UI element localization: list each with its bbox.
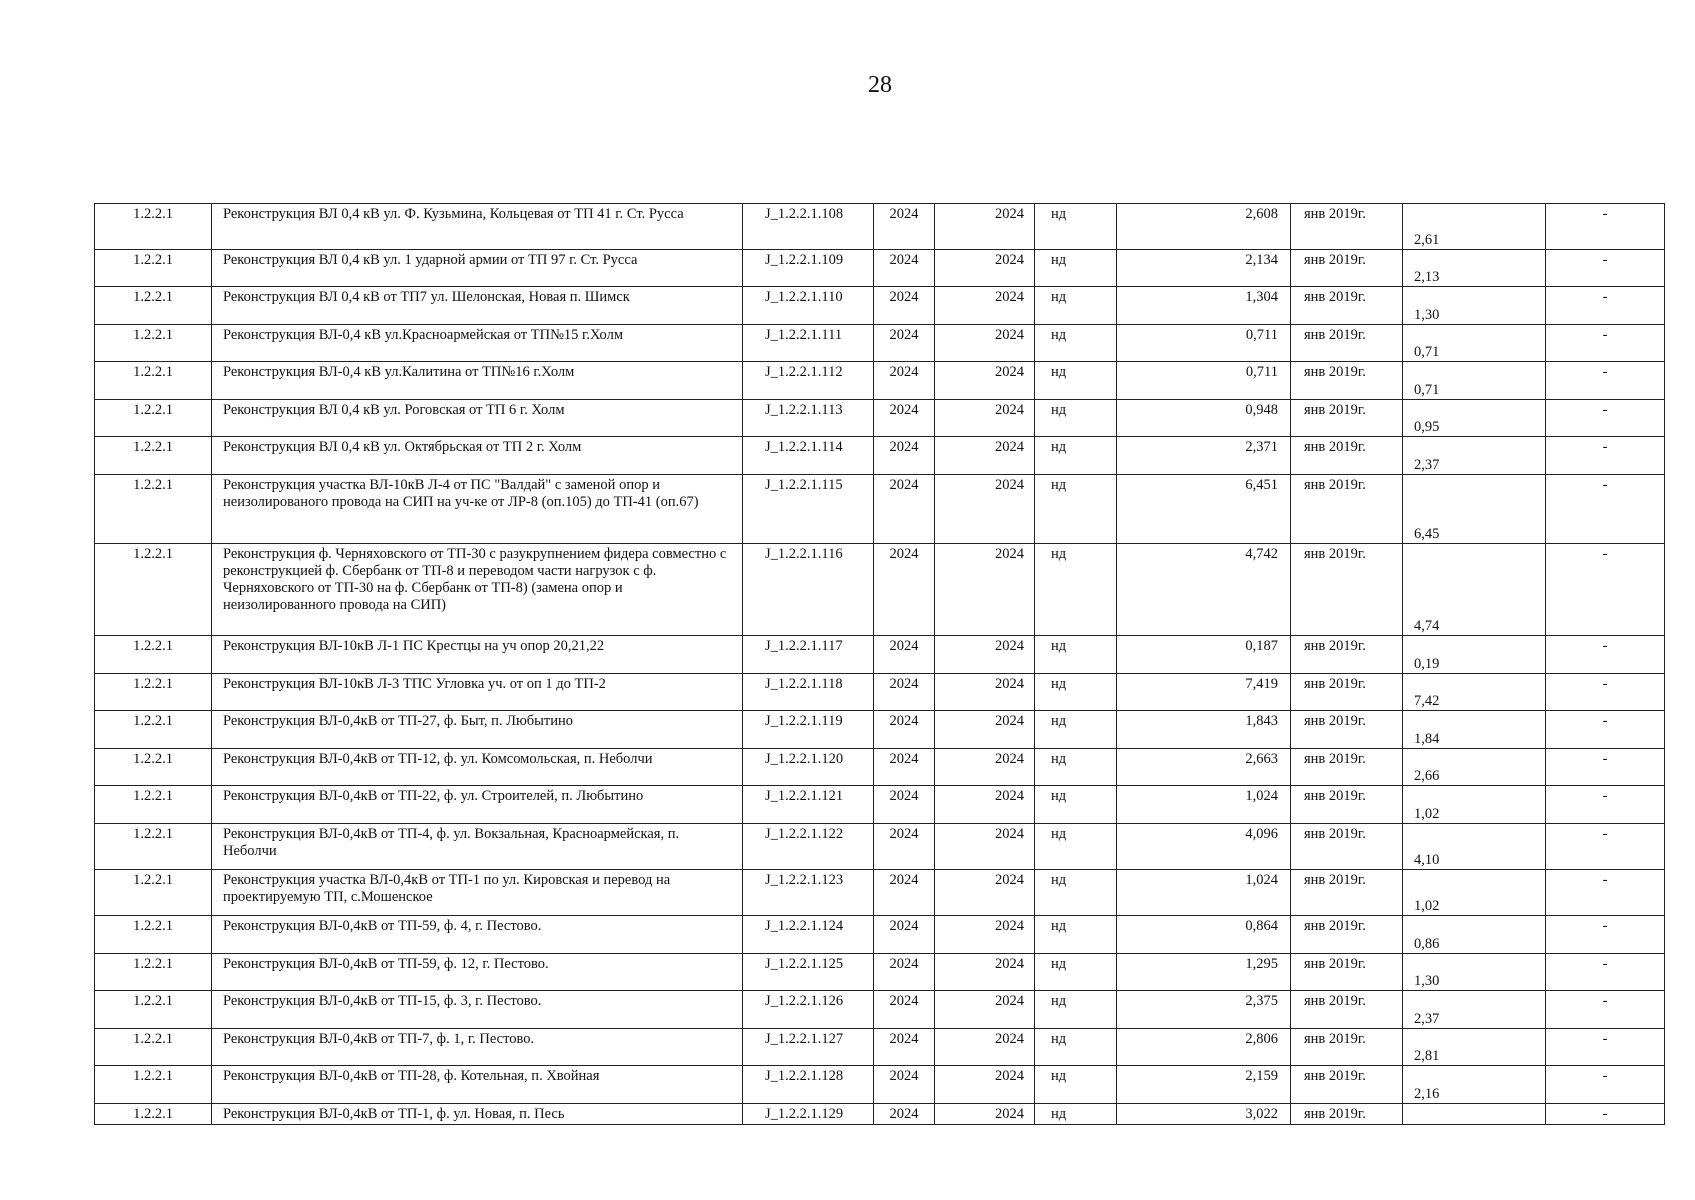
cell-cost: 1,02 [1403,870,1546,916]
cell-cost: 2,13 [1403,250,1546,287]
table-row [95,437,1665,475]
table-row [95,204,1665,250]
cell-start-year: 2024 [874,1104,935,1125]
cell-project-name: Реконструкция ВЛ-0,4кВ от ТП-1, ф. ул. Новая, п. Песь [212,1104,743,1125]
cell-start-year: 2024 [874,870,935,916]
cell-dash: - [1546,991,1665,1029]
cell-project-code: J_1.2.2.1.110 [743,287,874,325]
table-row [95,916,1665,954]
cell-row-number: 1.2.2.1 [95,204,212,250]
cell-project-name: Реконструкция ВЛ-10кВ Л-3 ТПС Угловка уч. от оп 1 до ТП-2 [212,674,743,711]
cell-project-name: Реконструкция участка ВЛ-0,4кВ от ТП-1 по ул. Кировская и перевод на проектируемую ТП, с.Мошенское [212,870,743,916]
cell-value: 2,371 [1117,437,1291,475]
cell-dash: - [1546,674,1665,711]
cell-row-number: 1.2.2.1 [95,475,212,544]
cell-start-year: 2024 [874,916,935,954]
cell-status: нд [1035,1104,1117,1125]
cell-project-code: J_1.2.2.1.113 [743,400,874,437]
cell-project-name: Реконструкция ВЛ 0,4 кВ ул. Роговская от ТП 6 г. Холм [212,400,743,437]
cell-row-number: 1.2.2.1 [95,325,212,362]
cell-cost: 6,45 [1403,475,1546,544]
cell-cost: 1,30 [1403,954,1546,991]
table-row [95,786,1665,824]
cell-end-year: 2024 [935,204,1035,250]
cell-dash: - [1546,870,1665,916]
cell-status: нд [1035,674,1117,711]
cell-price-date: янв 2019г. [1291,437,1403,475]
cell-project-name: Реконструкция ВЛ-0,4кВ от ТП-59, ф. 4, г. Пестово. [212,916,743,954]
cell-project-code: J_1.2.2.1.124 [743,916,874,954]
cell-row-number: 1.2.2.1 [95,250,212,287]
cell-project-code: J_1.2.2.1.120 [743,749,874,786]
cell-value: 1,843 [1117,711,1291,749]
cell-row-number: 1.2.2.1 [95,1104,212,1125]
cell-end-year: 2024 [935,674,1035,711]
table-row [95,400,1665,437]
cell-price-date: янв 2019г. [1291,870,1403,916]
cell-price-date: янв 2019г. [1291,824,1403,870]
cell-price-date: янв 2019г. [1291,325,1403,362]
cell-value: 0,187 [1117,636,1291,674]
table-row [95,1029,1665,1066]
table-row [95,991,1665,1029]
cell-value: 2,663 [1117,749,1291,786]
cell-project-code: J_1.2.2.1.122 [743,824,874,870]
cell-cost [1403,1104,1546,1125]
cell-project-name: Реконструкция ВЛ-0,4 кВ ул.Калитина от ТП№16 г.Холм [212,362,743,400]
cell-status: нд [1035,437,1117,475]
cell-value: 1,024 [1117,786,1291,824]
cell-start-year: 2024 [874,674,935,711]
cell-start-year: 2024 [874,204,935,250]
cell-start-year: 2024 [874,749,935,786]
cell-dash: - [1546,400,1665,437]
cell-dash: - [1546,711,1665,749]
cell-cost: 2,37 [1403,437,1546,475]
cell-end-year: 2024 [935,250,1035,287]
table-row [95,325,1665,362]
cell-status: нд [1035,636,1117,674]
cell-project-name: Реконструкция ВЛ-0,4кВ от ТП-12, ф. ул. Комсомольская, п. Неболчи [212,749,743,786]
cell-end-year: 2024 [935,824,1035,870]
cell-row-number: 1.2.2.1 [95,287,212,325]
cell-price-date: янв 2019г. [1291,674,1403,711]
cell-status: нд [1035,544,1117,636]
table-row [95,636,1665,674]
cell-start-year: 2024 [874,786,935,824]
cell-dash: - [1546,325,1665,362]
cell-start-year: 2024 [874,400,935,437]
cell-start-year: 2024 [874,824,935,870]
cell-price-date: янв 2019г. [1291,1066,1403,1104]
cell-end-year: 2024 [935,1029,1035,1066]
cell-value: 4,096 [1117,824,1291,870]
cell-row-number: 1.2.2.1 [95,749,212,786]
cell-dash: - [1546,250,1665,287]
cell-project-code: J_1.2.2.1.117 [743,636,874,674]
cell-dash: - [1546,749,1665,786]
cell-end-year: 2024 [935,954,1035,991]
cell-status: нд [1035,870,1117,916]
cell-project-code: J_1.2.2.1.118 [743,674,874,711]
cell-project-name: Реконструкция ВЛ-10кВ Л-1 ПС Крестцы на уч опор 20,21,22 [212,636,743,674]
cell-price-date: янв 2019г. [1291,786,1403,824]
table-body [95,204,1665,1125]
cell-price-date: янв 2019г. [1291,954,1403,991]
cell-dash: - [1546,636,1665,674]
cell-dash: - [1546,954,1665,991]
cell-value: 1,295 [1117,954,1291,991]
cell-end-year: 2024 [935,786,1035,824]
cell-dash: - [1546,786,1665,824]
cell-project-code: J_1.2.2.1.127 [743,1029,874,1066]
table-row [95,870,1665,916]
cell-price-date: янв 2019г. [1291,544,1403,636]
cell-start-year: 2024 [874,325,935,362]
cell-cost: 2,37 [1403,991,1546,1029]
cell-start-year: 2024 [874,250,935,287]
cell-project-name: Реконструкция ВЛ 0,4 кВ ул. Октябрьская от ТП 2 г. Холм [212,437,743,475]
cell-cost: 2,16 [1403,1066,1546,1104]
cell-value: 0,711 [1117,362,1291,400]
cell-start-year: 2024 [874,475,935,544]
cell-row-number: 1.2.2.1 [95,870,212,916]
cell-start-year: 2024 [874,1066,935,1104]
cell-cost: 0,19 [1403,636,1546,674]
cell-start-year: 2024 [874,362,935,400]
cell-row-number: 1.2.2.1 [95,711,212,749]
cell-price-date: янв 2019г. [1291,287,1403,325]
cell-project-name: Реконструкция ВЛ-0,4кВ от ТП-7, ф. 1, г. Пестово. [212,1029,743,1066]
investment-projects-table [94,203,1665,1125]
cell-project-name: Реконструкция ВЛ-0,4кВ от ТП-28, ф. Котельная, п. Хвойная [212,1066,743,1104]
cell-end-year: 2024 [935,544,1035,636]
cell-dash: - [1546,916,1665,954]
cell-dash: - [1546,1029,1665,1066]
cell-dash: - [1546,204,1665,250]
cell-row-number: 1.2.2.1 [95,400,212,437]
cell-project-name: Реконструкция ВЛ 0,4 кВ ул. 1 ударной армии от ТП 97 г. Ст. Русса [212,250,743,287]
cell-row-number: 1.2.2.1 [95,636,212,674]
cell-status: нд [1035,250,1117,287]
cell-value: 6,451 [1117,475,1291,544]
cell-project-code: J_1.2.2.1.114 [743,437,874,475]
cell-cost: 4,10 [1403,824,1546,870]
cell-cost: 0,95 [1403,400,1546,437]
cell-end-year: 2024 [935,400,1035,437]
cell-project-name: Реконструкция ВЛ-0,4 кВ ул.Красноармейская от ТП№15 г.Холм [212,325,743,362]
table-row [95,287,1665,325]
cell-row-number: 1.2.2.1 [95,786,212,824]
cell-status: нд [1035,362,1117,400]
cell-status: нд [1035,991,1117,1029]
cell-row-number: 1.2.2.1 [95,674,212,711]
table-row [95,1066,1665,1104]
cell-project-code: J_1.2.2.1.112 [743,362,874,400]
cell-project-code: J_1.2.2.1.125 [743,954,874,991]
cell-status: нд [1035,475,1117,544]
cell-row-number: 1.2.2.1 [95,362,212,400]
cell-cost: 2,66 [1403,749,1546,786]
cell-status: нд [1035,954,1117,991]
cell-end-year: 2024 [935,711,1035,749]
cell-price-date: янв 2019г. [1291,916,1403,954]
cell-dash: - [1546,287,1665,325]
cell-value: 1,304 [1117,287,1291,325]
cell-start-year: 2024 [874,1029,935,1066]
cell-value: 0,711 [1117,325,1291,362]
cell-cost: 2,61 [1403,204,1546,250]
cell-dash: - [1546,437,1665,475]
table-row [95,674,1665,711]
cell-row-number: 1.2.2.1 [95,916,212,954]
cell-project-code: J_1.2.2.1.128 [743,1066,874,1104]
cell-dash: - [1546,362,1665,400]
cell-project-name: Реконструкция ВЛ-0,4кВ от ТП-22, ф. ул. Строителей, п. Любытино [212,786,743,824]
cell-dash: - [1546,475,1665,544]
cell-value: 1,024 [1117,870,1291,916]
cell-value: 0,864 [1117,916,1291,954]
cell-status: нд [1035,287,1117,325]
cell-status: нд [1035,1029,1117,1066]
cell-project-name: Реконструкция ВЛ-0,4кВ от ТП-27, ф. Быт, п. Любытино [212,711,743,749]
cell-start-year: 2024 [874,544,935,636]
cell-start-year: 2024 [874,636,935,674]
table-row [95,250,1665,287]
cell-cost: 0,71 [1403,325,1546,362]
cell-end-year: 2024 [935,916,1035,954]
cell-row-number: 1.2.2.1 [95,954,212,991]
table-row [95,824,1665,870]
cell-project-code: J_1.2.2.1.121 [743,786,874,824]
cell-price-date: янв 2019г. [1291,749,1403,786]
cell-project-code: J_1.2.2.1.109 [743,250,874,287]
table-row [95,475,1665,544]
cell-dash: - [1546,1104,1665,1125]
cell-status: нд [1035,824,1117,870]
table-row [95,362,1665,400]
cell-dash: - [1546,1066,1665,1104]
cell-price-date: янв 2019г. [1291,711,1403,749]
cell-start-year: 2024 [874,437,935,475]
cell-project-code: J_1.2.2.1.115 [743,475,874,544]
cell-cost: 1,02 [1403,786,1546,824]
cell-price-date: янв 2019г. [1291,475,1403,544]
cell-status: нд [1035,1066,1117,1104]
cell-end-year: 2024 [935,1066,1035,1104]
cell-project-code: J_1.2.2.1.108 [743,204,874,250]
cell-price-date: янв 2019г. [1291,362,1403,400]
cell-cost: 0,86 [1403,916,1546,954]
cell-end-year: 2024 [935,991,1035,1029]
cell-row-number: 1.2.2.1 [95,544,212,636]
cell-status: нд [1035,325,1117,362]
cell-dash: - [1546,544,1665,636]
cell-project-name: Реконструкция участка ВЛ-10кВ Л-4 от ПС "Валдай" с заменой опор и неизолированого провода на СИП на уч-ке от ЛР-8 (оп.105) до ТП-41 (оп.67) [212,475,743,544]
cell-cost: 1,84 [1403,711,1546,749]
cell-price-date: янв 2019г. [1291,991,1403,1029]
cell-start-year: 2024 [874,954,935,991]
cell-project-code: J_1.2.2.1.129 [743,1104,874,1125]
cell-end-year: 2024 [935,287,1035,325]
cell-end-year: 2024 [935,362,1035,400]
cell-dash: - [1546,824,1665,870]
cell-price-date: янв 2019г. [1291,1104,1403,1125]
cell-end-year: 2024 [935,636,1035,674]
cell-value: 4,742 [1117,544,1291,636]
cell-price-date: янв 2019г. [1291,400,1403,437]
cell-status: нд [1035,786,1117,824]
cell-project-code: J_1.2.2.1.119 [743,711,874,749]
cell-row-number: 1.2.2.1 [95,437,212,475]
cell-status: нд [1035,916,1117,954]
cell-value: 3,022 [1117,1104,1291,1125]
cell-price-date: янв 2019г. [1291,204,1403,250]
table-row [95,544,1665,636]
cell-cost: 0,71 [1403,362,1546,400]
cell-value: 2,375 [1117,991,1291,1029]
cell-value: 2,159 [1117,1066,1291,1104]
table-row [95,711,1665,749]
cell-cost: 4,74 [1403,544,1546,636]
cell-project-name: Реконструкция ВЛ-0,4кВ от ТП-15, ф. 3, г. Пестово. [212,991,743,1029]
table-row [95,954,1665,991]
cell-end-year: 2024 [935,475,1035,544]
cell-end-year: 2024 [935,749,1035,786]
cell-project-code: J_1.2.2.1.111 [743,325,874,362]
cell-project-code: J_1.2.2.1.116 [743,544,874,636]
cell-project-code: J_1.2.2.1.126 [743,991,874,1029]
cell-cost: 7,42 [1403,674,1546,711]
cell-price-date: янв 2019г. [1291,1029,1403,1066]
cell-cost: 1,30 [1403,287,1546,325]
cell-end-year: 2024 [935,870,1035,916]
cell-row-number: 1.2.2.1 [95,991,212,1029]
cell-end-year: 2024 [935,437,1035,475]
cell-value: 2,134 [1117,250,1291,287]
cell-end-year: 2024 [935,325,1035,362]
cell-project-name: Реконструкция ВЛ 0,4 кВ ул. Ф. Кузьмина, Кольцевая от ТП 41 г. Ст. Русса [212,204,743,250]
cell-price-date: янв 2019г. [1291,250,1403,287]
cell-start-year: 2024 [874,991,935,1029]
table-row [95,749,1665,786]
cell-project-name: Реконструкция ВЛ 0,4 кВ от ТП7 ул. Шелонская, Новая п. Шимск [212,287,743,325]
cell-project-name: Реконструкция ф. Черняховского от ТП-30 с разукрупнением фидера совместно с реконструкцией ф. Сбербанк от ТП-8 и переводом части нагрузок с ф. Черняховского от ТП-30 на ф. Сбербанк от ТП-8) (замена опор и неизолированного провода на СИП) [212,544,743,636]
cell-status: нд [1035,400,1117,437]
cell-start-year: 2024 [874,287,935,325]
cell-row-number: 1.2.2.1 [95,1029,212,1066]
cell-project-name: Реконструкция ВЛ-0,4кВ от ТП-4, ф. ул. Вокзальная, Красноармейская, п. Неболчи [212,824,743,870]
page-number: 28 [868,72,892,98]
cell-row-number: 1.2.2.1 [95,1066,212,1104]
cell-price-date: янв 2019г. [1291,636,1403,674]
cell-row-number: 1.2.2.1 [95,824,212,870]
cell-project-code: J_1.2.2.1.123 [743,870,874,916]
cell-value: 0,948 [1117,400,1291,437]
cell-value: 7,419 [1117,674,1291,711]
cell-value: 2,608 [1117,204,1291,250]
table-row [95,1104,1665,1125]
cell-cost: 2,81 [1403,1029,1546,1066]
cell-status: нд [1035,749,1117,786]
cell-status: нд [1035,711,1117,749]
cell-status: нд [1035,204,1117,250]
cell-end-year: 2024 [935,1104,1035,1125]
cell-start-year: 2024 [874,711,935,749]
cell-value: 2,806 [1117,1029,1291,1066]
cell-project-name: Реконструкция ВЛ-0,4кВ от ТП-59, ф. 12, г. Пестово. [212,954,743,991]
